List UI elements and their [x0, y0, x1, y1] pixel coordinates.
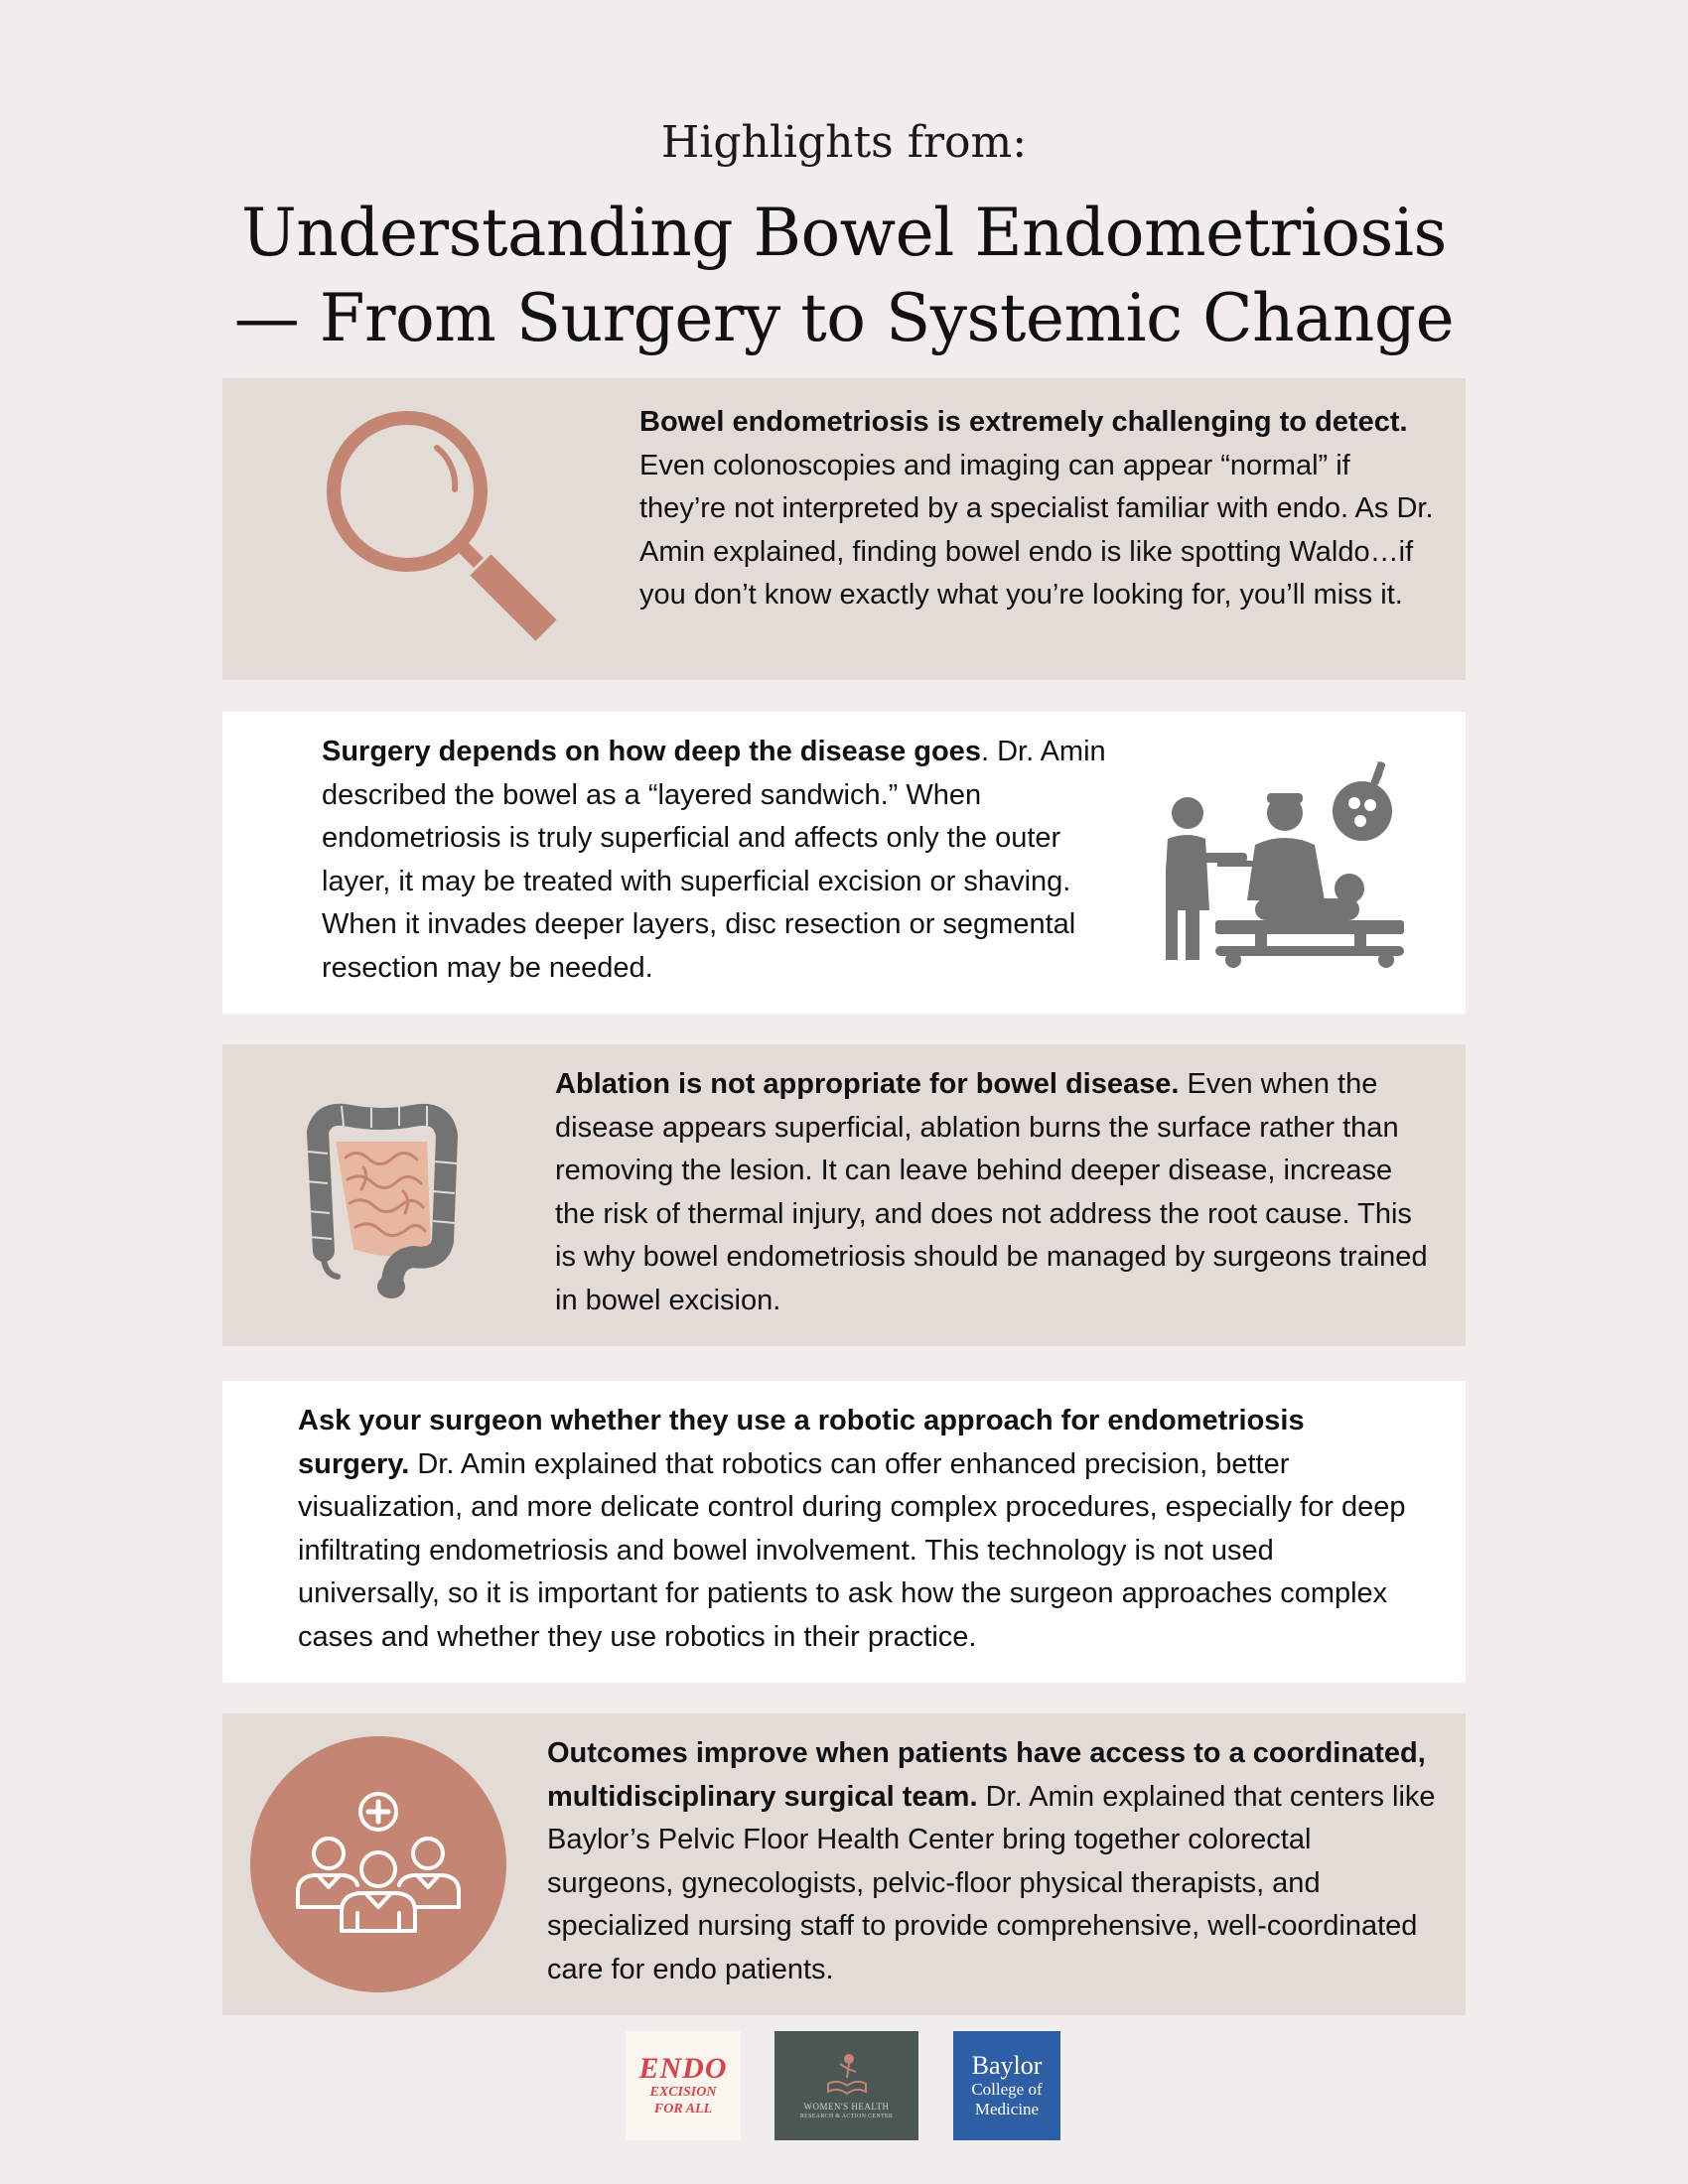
endo-logo-line-2: EXCISION: [649, 2085, 717, 2100]
card-detection-text: [639, 401, 1434, 617]
womens-health-logo: [774, 2031, 918, 2140]
card-ablation-body: Even when the disease appears superficial, ablation burns the surface rather than removing the lesion. It can leave behind deeper disease, increase the risk of thermal injury, and does not address the root cause. This is why bowel endometriosis should be managed by surgeons trained in bowel excision.: [555, 1068, 1428, 1316]
endo-logo-line-3: FOR ALL: [653, 2102, 713, 2116]
medical-team-icon: [250, 1736, 506, 1992]
card-outcomes: [222, 1713, 1466, 2015]
pretitle: Highlights from:: [660, 117, 1028, 168]
card-surgery-depth-bold: Surgery depends on how deep the disease goes: [322, 736, 981, 767]
book-figure-icon: [822, 2052, 872, 2098]
intestines-icon: [294, 1092, 473, 1300]
baylor-line-3: Medicine: [974, 2100, 1040, 2118]
card-outcomes-body: Dr. Amin explained that centers like Baylor’s Pelvic Floor Health Center bring together colorectal surgeons, gynecologists, pelvic-floor physical therapists, and specialized nursing staff to provide comprehensive, well-coordinated care for endo patients.: [547, 1780, 1436, 1985]
baylor-line-2: College of: [971, 2080, 1043, 2099]
card-surgery-depth-text: [322, 731, 1126, 990]
card-detection-body: Even colonoscopies and imaging can appear “normal” if they’re not interpreted by a specialist familiar with endo. As Dr. Amin explained, finding bowel endo is like spotting Waldo…if you don’t know exactly what you’re looking for, you’ll miss it.: [639, 449, 1434, 611]
card-robotics-bold: Ask your surgeon whether they use a robotic approach for endometriosis surgery.: [298, 1405, 1305, 1480]
card-robotics-text: [298, 1400, 1420, 1659]
card-ablation-bold: Ablation is not appropriate for bowel disease.: [555, 1068, 1180, 1100]
card-detection: [222, 378, 1466, 680]
card-ablation-text: [555, 1063, 1429, 1322]
footer-logos: [0, 2031, 1688, 2142]
endo-logo-line-1: ENDO: [638, 2052, 728, 2085]
card-detection-bold: Bowel endometriosis is extremely challenging to detect.: [639, 406, 1408, 438]
title-line-1: Understanding Bowel Endometriosis: [241, 195, 1447, 271]
whrac-line-1: WOMEN'S HEALTH: [803, 2101, 890, 2112]
card-ablation: [222, 1044, 1466, 1346]
page-title: [0, 191, 1688, 361]
card-robotics-body: Dr. Amin explained that robotics can offer enhanced precision, better visualization, and more delicate control during complex procedures, especially for deep infiltrating endometriosis and bowel involvement. This technology is not used universally, so it is important for patients to ask how the surgeon approaches complex cases and whether they use robotics in their practice.: [298, 1447, 1406, 1653]
baylor-logo: [953, 2031, 1060, 2140]
endo-excision-logo: [626, 2031, 741, 2140]
whrac-line-2: RESEARCH & ACTION CENTER: [799, 2113, 894, 2119]
baylor-line-1: Baylor: [971, 2051, 1043, 2080]
card-outcomes-bold: Outcomes improve when patients have access to a coordinated, multidisciplinary surgical team.: [547, 1737, 1426, 1813]
surgery-team-icon: [1156, 761, 1404, 970]
card-surgery-depth: [222, 712, 1466, 1014]
title-line-2: — From Surgery to Systemic Change: [233, 280, 1455, 356]
card-surgery-depth-body: . Dr. Amin described the bowel as a “layered sandwich.” When endometriosis is truly superficial and affects only the outer layer, it may be treated with superficial excision or shaving. When it invades deeper layers, disc resection or segmental resection may be needed.: [322, 736, 1106, 984]
card-outcomes-text: [547, 1732, 1441, 1991]
magnifying-glass-icon: [318, 406, 566, 654]
card-robotics: [222, 1381, 1466, 1683]
